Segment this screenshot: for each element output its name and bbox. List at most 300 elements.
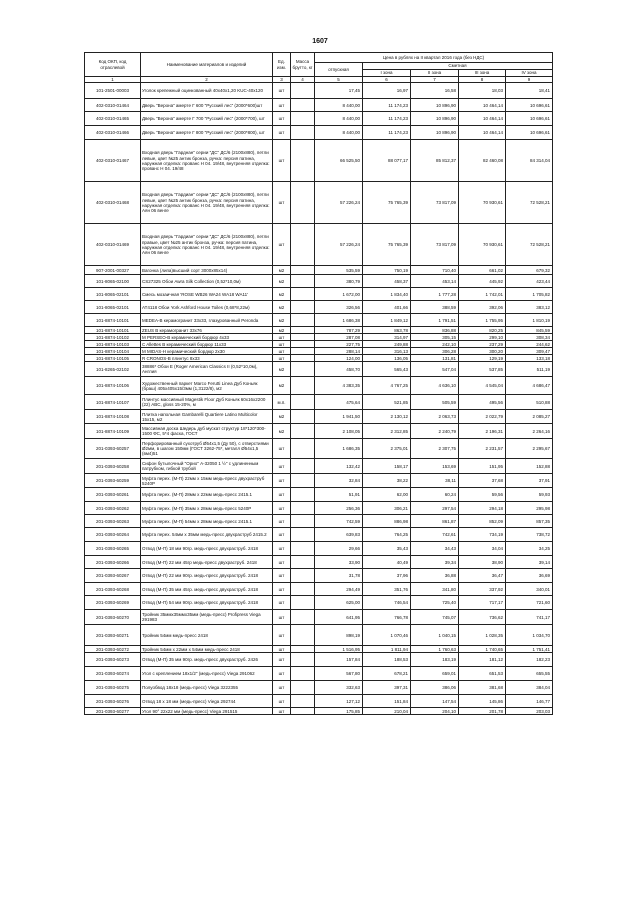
cell-unit: м2 bbox=[273, 266, 291, 275]
cell-p: 787,29 bbox=[315, 327, 363, 334]
table-row bbox=[85, 653, 553, 667]
cell-unit: м2 bbox=[273, 424, 291, 439]
cell-unit: шт bbox=[273, 528, 291, 542]
cell-mass bbox=[291, 334, 315, 341]
cell-mass bbox=[291, 528, 315, 542]
cell-p: 51,91 bbox=[315, 488, 363, 502]
cell-unit: шт bbox=[273, 583, 291, 596]
cell-mass bbox=[291, 625, 315, 646]
cell-z3: 38,90 bbox=[459, 556, 506, 569]
cell-name: Отвод (М-П) 54 мм 90гр. медь-пресс двухраструб. 2418 bbox=[141, 596, 273, 610]
table-row bbox=[85, 182, 553, 224]
table-row bbox=[85, 362, 553, 377]
cell-z3: 820,25 bbox=[459, 327, 506, 334]
cell-unit: м2 bbox=[273, 288, 291, 301]
table-row bbox=[85, 542, 553, 556]
cell-p: 157,84 bbox=[315, 653, 363, 667]
cell-code: 101-8874-10105 bbox=[85, 355, 141, 362]
cell-code: 101-8874-10109 bbox=[85, 424, 141, 439]
cell-name: Полуобвод 18х18 (медь-пресс) Viega 3222355 bbox=[141, 681, 273, 695]
cell-unit: шт bbox=[273, 439, 291, 459]
cell-z2: 10 896,90 bbox=[411, 126, 459, 140]
cell-z3: 2 022,79 bbox=[459, 410, 506, 424]
cell-unit: шт bbox=[273, 474, 291, 488]
cell-code: 101-8065-02100 bbox=[85, 275, 141, 288]
cell-p: 567,80 bbox=[315, 667, 363, 681]
cell-p: 475,64 bbox=[315, 395, 363, 410]
cell-name: Сифон бутылочный "Орио" A-32050 1 ½" с удлиненным патрубком, гибкой трубой bbox=[141, 459, 273, 474]
cell-mass bbox=[291, 596, 315, 610]
cell-z4: 340,01 bbox=[506, 583, 553, 596]
cell-z4: 72 528,21 bbox=[506, 182, 553, 224]
cell-z4: 741,17 bbox=[506, 610, 553, 625]
cell-code: 402-0310-01467 bbox=[85, 140, 141, 182]
cell-z2: 73 817,09 bbox=[411, 182, 459, 224]
cell-z2: 2 063,73 bbox=[411, 410, 459, 424]
cell-z1: 1 070,46 bbox=[363, 625, 411, 646]
cell-mass bbox=[291, 275, 315, 288]
cell-unit: шт bbox=[273, 610, 291, 625]
cell-p: 33,90 bbox=[315, 556, 363, 569]
cell-z2: 36,88 bbox=[411, 569, 459, 583]
table-row bbox=[85, 410, 553, 424]
cell-code: 101-8065-02101 bbox=[85, 301, 141, 314]
cell-name: Уголок крепежный оцинкованный 40х40х1,20 KUC-40х120 bbox=[141, 83, 273, 99]
cell-code: 402-0310-01466 bbox=[85, 126, 141, 140]
cell-p: 1 686,38 bbox=[315, 314, 363, 327]
cell-z2: 659,01 bbox=[411, 667, 459, 681]
cell-p: 127,12 bbox=[315, 695, 363, 708]
cell-p: 458,70 bbox=[315, 362, 363, 377]
table-row bbox=[85, 348, 553, 355]
cell-mass bbox=[291, 410, 315, 424]
cell-code: 402-0310-01465 bbox=[85, 112, 141, 126]
cell-z4: 309,47 bbox=[506, 348, 553, 355]
cell-mass bbox=[291, 266, 315, 275]
cell-z1: 565,43 bbox=[363, 362, 411, 377]
cell-z2: 341,80 bbox=[411, 583, 459, 596]
table-row bbox=[85, 395, 553, 410]
cell-p: 1 941,50 bbox=[315, 410, 363, 424]
cell-name: Муфта перех. (М-П) 22мм х 15мм медь-пресс двухраструб 5240P bbox=[141, 474, 273, 488]
cell-z4: 203,03 bbox=[506, 708, 553, 715]
cell-mass bbox=[291, 708, 315, 715]
cell-z4: 146,77 bbox=[506, 695, 553, 708]
cell-code: 101-8065-02101 bbox=[85, 288, 141, 301]
cell-mass bbox=[291, 556, 315, 569]
col-number: 9 bbox=[506, 77, 553, 83]
cell-mass bbox=[291, 569, 315, 583]
cell-z4: 2 085,27 bbox=[506, 410, 553, 424]
cell-mass bbox=[291, 515, 315, 528]
header-estimate: Сметная bbox=[363, 63, 553, 70]
page-number: 1607 bbox=[312, 38, 328, 45]
cell-name: Входная дверь "Гарднан" серии "ДС" ДС/6 (2100х880), петли левые, цвет №25 антик бронза, ручка: персия патина, наружная отделка: прованс Н 04. 19/48, внутренняя отделка: прованс Н 04. 19/48 bbox=[141, 140, 273, 182]
cell-z2: 1 777,28 bbox=[411, 288, 459, 301]
cell-code: 101-8874-10106 bbox=[85, 377, 141, 395]
cell-z2: 725,40 bbox=[411, 596, 459, 610]
cell-z4: 511,19 bbox=[506, 362, 553, 377]
cell-z1: 458,37 bbox=[363, 275, 411, 288]
table-row bbox=[85, 556, 553, 569]
cell-z4: 10 696,61 bbox=[506, 126, 553, 140]
cell-p: 535,59 bbox=[315, 266, 363, 275]
cell-z1: 764,25 bbox=[363, 528, 411, 542]
table-row bbox=[85, 681, 553, 695]
cell-z3: 1 742,01 bbox=[459, 288, 506, 301]
cell-name: Плитка напольная Gambarelli Quartiere Latino Multicolor 15х15, м2 bbox=[141, 410, 273, 424]
cell-z3: 651,53 bbox=[459, 667, 506, 681]
cell-mass bbox=[291, 695, 315, 708]
cell-z1: 4 767,25 bbox=[363, 377, 411, 395]
cell-z2: 4 636,10 bbox=[411, 377, 459, 395]
cell-unit: шт bbox=[273, 459, 291, 474]
cell-z4: 383,12 bbox=[506, 301, 553, 314]
table-row bbox=[85, 301, 553, 314]
cell-unit: шт bbox=[273, 341, 291, 348]
cell-p: 326,56 bbox=[315, 301, 363, 314]
table-row bbox=[85, 266, 553, 275]
cell-name: Угол 90° 22х22 мм (медь-пресс) Viega 291515 bbox=[141, 708, 273, 715]
cell-unit: шт bbox=[273, 224, 291, 266]
cell-mass bbox=[291, 542, 315, 556]
cell-code: 201-0393-60264 bbox=[85, 528, 141, 542]
cell-code: 201-0393-60277 bbox=[85, 708, 141, 715]
cell-z4: 152,88 bbox=[506, 459, 553, 474]
cell-unit: шт bbox=[273, 502, 291, 515]
cell-z3: 2 196,31 bbox=[459, 424, 506, 439]
cell-z1: 316,13 bbox=[363, 348, 411, 355]
cell-code: 201-0393-60259 bbox=[85, 474, 141, 488]
cell-p: 641,95 bbox=[315, 610, 363, 625]
cell-code: 201-0393-60270 bbox=[85, 610, 141, 625]
cell-code: 101-2501-00003 bbox=[85, 83, 141, 99]
header-zone-4: IV зона bbox=[506, 70, 553, 77]
cell-code: 101-8874-10103 bbox=[85, 341, 141, 348]
cell-z1: 2 312,85 bbox=[363, 424, 411, 439]
cell-unit: м2 bbox=[273, 275, 291, 288]
col-number: 7 bbox=[411, 77, 459, 83]
cell-p: 8 440,00 bbox=[315, 126, 363, 140]
cell-z1: 88 077,17 bbox=[363, 140, 411, 182]
cell-mass bbox=[291, 112, 315, 126]
cell-z3: 181,12 bbox=[459, 653, 506, 667]
cell-p: 29,66 bbox=[315, 542, 363, 556]
cell-mass bbox=[291, 301, 315, 314]
table-row bbox=[85, 288, 553, 301]
cell-unit: шт bbox=[273, 681, 291, 695]
cell-p: 4 383,35 bbox=[315, 377, 363, 395]
cell-z3: 18,03 bbox=[459, 83, 506, 99]
cell-z1: 151,84 bbox=[363, 695, 411, 708]
cell-z1: 11 174,23 bbox=[363, 112, 411, 126]
cell-z4: 59,93 bbox=[506, 488, 553, 502]
cell-z4: 679,32 bbox=[506, 266, 553, 275]
cell-z2: 183,19 bbox=[411, 653, 459, 667]
header-mass: Масса брутто, кг bbox=[291, 53, 315, 77]
table-row bbox=[85, 140, 553, 182]
cell-z4: 39,14 bbox=[506, 556, 553, 569]
cell-mass bbox=[291, 439, 315, 459]
cell-mass bbox=[291, 667, 315, 681]
cell-unit: шт bbox=[273, 653, 291, 667]
cell-z3: 1 028,35 bbox=[459, 625, 506, 646]
header-code: Код ОКП, код отраслевой bbox=[85, 53, 141, 77]
table-row bbox=[85, 528, 553, 542]
cell-z3: 734,19 bbox=[459, 528, 506, 542]
cell-unit: м2 bbox=[273, 327, 291, 334]
cell-z4: 1 705,82 bbox=[506, 288, 553, 301]
cell-p: 32,84 bbox=[315, 474, 363, 488]
cell-z2: 242,10 bbox=[411, 341, 459, 348]
cell-mass bbox=[291, 653, 315, 667]
cell-z1: 886,98 bbox=[363, 515, 411, 528]
cell-name: Отвод (М-П) 35 мм 45гр. медь-пресс двухраструб. 2418 bbox=[141, 583, 273, 596]
cell-z3: 537,85 bbox=[459, 362, 506, 377]
cell-name: Смесь мозаичная 'ROSE WB26 WA24 WA18 WA11' bbox=[141, 288, 273, 301]
cell-z1: 746,54 bbox=[363, 596, 411, 610]
cell-name: Муфта перех. (М-П) 28мм х 22мм медь-пресс 2415.1 bbox=[141, 488, 273, 502]
cell-mass bbox=[291, 355, 315, 362]
cell-code: 201-0393-60271 bbox=[85, 625, 141, 646]
cell-code: 402-0310-01469 bbox=[85, 224, 141, 266]
cell-code: 201-0393-60258 bbox=[85, 459, 141, 474]
cell-z1: 766,78 bbox=[363, 610, 411, 625]
cell-mass bbox=[291, 395, 315, 410]
cell-z2: 153,69 bbox=[411, 459, 459, 474]
cell-z3: 237,29 bbox=[459, 341, 506, 348]
cell-p: 8 440,00 bbox=[315, 112, 363, 126]
cell-z2: 2 307,75 bbox=[411, 439, 459, 459]
cell-mass bbox=[291, 502, 315, 515]
cell-z1: 37,96 bbox=[363, 569, 411, 583]
cell-z2: 1 760,63 bbox=[411, 646, 459, 653]
cell-unit: шт bbox=[273, 83, 291, 99]
cell-z1: 678,21 bbox=[363, 667, 411, 681]
cell-z3: 10 464,14 bbox=[459, 99, 506, 112]
cell-code: 101-8265-02102 bbox=[85, 362, 141, 377]
cell-p: 380,79 bbox=[315, 275, 363, 288]
cell-p: 66 525,50 bbox=[315, 140, 363, 182]
cell-code: 101-8874-10102 bbox=[85, 334, 141, 341]
cell-p: 639,83 bbox=[315, 528, 363, 542]
cell-mass bbox=[291, 681, 315, 695]
cell-z3: 37,68 bbox=[459, 474, 506, 488]
cell-z2: 836,88 bbox=[411, 327, 459, 334]
cell-z2: 60,24 bbox=[411, 488, 459, 502]
cell-z1: 11 174,23 bbox=[363, 126, 411, 140]
cell-unit: шт bbox=[273, 182, 291, 224]
cell-z1: 75 765,39 bbox=[363, 224, 411, 266]
cell-unit: шт bbox=[273, 515, 291, 528]
cell-name: Тройник 35ммх35ммх35мм (медь-пресс) Profipress Viega 291983 bbox=[141, 610, 273, 625]
cell-p: 8 440,00 bbox=[315, 99, 363, 112]
table-row bbox=[85, 314, 553, 327]
cell-z2: 10 896,90 bbox=[411, 112, 459, 126]
cell-p: 332,63 bbox=[315, 681, 363, 695]
cell-mass bbox=[291, 583, 315, 596]
cell-code: 201-0393-60257 bbox=[85, 439, 141, 459]
cell-z1: 35,43 bbox=[363, 542, 411, 556]
header-price-group: Цена в рублях на II квартал 2016 года (без НДС) bbox=[315, 53, 553, 63]
cell-z4: 1 034,70 bbox=[506, 625, 553, 646]
cell-code: 101-8874-10107 bbox=[85, 395, 141, 410]
cell-z1: 16,97 bbox=[363, 83, 411, 99]
cell-name: Отвод (М-П) 35 мм 90гр. медь-пресс двухраструб. 2426 bbox=[141, 653, 273, 667]
cell-z1: 75 765,39 bbox=[363, 182, 411, 224]
cell-z1: 210,04 bbox=[363, 708, 411, 715]
cell-z4: 510,88 bbox=[506, 395, 553, 410]
cell-name: Перфорированный сухотруб Ø54х1,5 (Ду 50), с отверстиями Ø2мм, в шагом 150мм (ГОСТ 3262-75*, металл Ø54х1,5 (вм4)51 bbox=[141, 439, 273, 459]
cell-z4: 10 696,61 bbox=[506, 99, 553, 112]
cell-unit: шт bbox=[273, 348, 291, 355]
cell-name: Художественный паркет Marco Ferutti Linea Дуб Коньяк (браш) 405х405х15/3мм (1,3122/8), м2 bbox=[141, 377, 273, 395]
cell-unit: шт bbox=[273, 542, 291, 556]
cell-z2: 147,54 bbox=[411, 695, 459, 708]
table-row bbox=[85, 515, 553, 528]
cell-z4: 1 810,19 bbox=[506, 314, 553, 327]
cell-name: Отвод (М-П) 18 мм 90гр. медь-пресс двухраструб. 2418 bbox=[141, 542, 273, 556]
table-row bbox=[85, 377, 553, 395]
cell-unit: шт bbox=[273, 126, 291, 140]
cell-z2: 1 040,15 bbox=[411, 625, 459, 646]
cell-mass bbox=[291, 610, 315, 625]
cell-mass bbox=[291, 288, 315, 301]
cell-z4: 18,41 bbox=[506, 83, 553, 99]
cell-name: Дверь "Верона" амерте Г 800 "Русский лес" (2000*800), шт bbox=[141, 126, 273, 140]
cell-z3: 70 930,61 bbox=[459, 182, 506, 224]
cell-z1: 249,88 bbox=[363, 341, 411, 348]
cell-mass bbox=[291, 348, 315, 355]
cell-z3: 10 464,14 bbox=[459, 126, 506, 140]
cell-z4: 2 295,67 bbox=[506, 439, 553, 459]
cell-z1: 40,49 bbox=[363, 556, 411, 569]
cell-code: 907-2001-00327 bbox=[85, 266, 141, 275]
table-row bbox=[85, 488, 553, 502]
cell-unit: м2 bbox=[273, 410, 291, 424]
cell-z3: 300,20 bbox=[459, 348, 506, 355]
header-zone-2: II зона bbox=[411, 70, 459, 77]
cell-name: Тройник 54мм медь-пресс 2418 bbox=[141, 625, 273, 646]
cell-mass bbox=[291, 327, 315, 334]
cell-name: MEDEA-В керамогранит 33х33, глазурованный Peronda bbox=[141, 314, 273, 327]
cell-z2: 2 240,79 bbox=[411, 424, 459, 439]
cell-code: 201-0393-60269 bbox=[85, 596, 141, 610]
cell-z2: 306,28 bbox=[411, 348, 459, 355]
cell-code: 101-8874-10101 bbox=[85, 314, 141, 327]
cell-z2: 34,43 bbox=[411, 542, 459, 556]
cell-z4: 655,55 bbox=[506, 667, 553, 681]
table-row bbox=[85, 275, 553, 288]
cell-code: 101-8874-10101 bbox=[85, 327, 141, 334]
cell-code: 201-0393-60268 bbox=[85, 583, 141, 596]
cell-z1: 1 834,40 bbox=[363, 288, 411, 301]
cell-name: Муфта перех. (М-П) 54мм х 28мм медь-пресс 2415.1 bbox=[141, 515, 273, 528]
cell-code: 101-8874-10104 bbox=[85, 348, 141, 355]
cell-name: Входная дверь "Гардиан" серии "ДС" ДС/6 (2100х880), петли правые, цвет №25 антик бронза, ручка: персия патина, наружная отделка: прованс Н 04. 19/48, внутренняя отделка: Аян 06 венге bbox=[141, 224, 273, 266]
cell-z3: 445,92 bbox=[459, 275, 506, 288]
cell-unit: м2 bbox=[273, 314, 291, 327]
cell-mass bbox=[291, 646, 315, 653]
cell-z2: 131,81 bbox=[411, 355, 459, 362]
cell-p: 227,75 bbox=[315, 341, 363, 348]
cell-z3: 392,06 bbox=[459, 301, 506, 314]
cell-code: 201-0393-60276 bbox=[85, 695, 141, 708]
cell-unit: шт bbox=[273, 99, 291, 112]
cell-code: 201-0393-60272 bbox=[85, 646, 141, 653]
cell-name: Плинтус массивный Magestik Floor Дуб Коньяк 60х16х2200 (22) ABC, gloss 15-20%, м bbox=[141, 395, 273, 410]
col-number: 3 bbox=[273, 77, 291, 83]
table-row bbox=[85, 474, 553, 488]
header-zone-1: I зона bbox=[363, 70, 411, 77]
cell-code: 201-0393-60273 bbox=[85, 653, 141, 667]
cell-z3: 36,47 bbox=[459, 569, 506, 583]
col-number: 8 bbox=[459, 77, 506, 83]
cell-z4: 4 686,47 bbox=[506, 377, 553, 395]
cell-z2: 745,07 bbox=[411, 610, 459, 625]
cell-mass bbox=[291, 99, 315, 112]
cell-z3: 129,19 bbox=[459, 355, 506, 362]
cell-unit: шт bbox=[273, 625, 291, 646]
cell-name: Отвод (М-П) 22 мм 45гр медь-пресс двухраструб. 2418 bbox=[141, 556, 273, 569]
table-row bbox=[85, 224, 553, 266]
header-name: Наименование материалов и изделий bbox=[141, 53, 273, 77]
cell-z1: 136,05 bbox=[363, 355, 411, 362]
cell-unit: шт bbox=[273, 569, 291, 583]
cell-p: 17,45 bbox=[315, 83, 363, 99]
cell-z3: 661,02 bbox=[459, 266, 506, 275]
cell-z3: 10 464,14 bbox=[459, 112, 506, 126]
cell-code: 402-0310-01468 bbox=[85, 182, 141, 224]
cell-z1: 2 375,01 bbox=[363, 439, 411, 459]
table-row bbox=[85, 355, 553, 362]
cell-name: M PERSEO-В керамический бордюр 4х33 bbox=[141, 334, 273, 341]
cell-z3: 4 545,04 bbox=[459, 377, 506, 395]
cell-p: 2 108,05 bbox=[315, 424, 363, 439]
cell-z1: 521,85 bbox=[363, 395, 411, 410]
cell-z1: 306,21 bbox=[363, 502, 411, 515]
cell-z1: 188,53 bbox=[363, 653, 411, 667]
cell-p: 132,42 bbox=[315, 459, 363, 474]
cell-z2: 73 817,09 bbox=[411, 224, 459, 266]
cell-z3: 1 755,95 bbox=[459, 314, 506, 327]
cell-z3: 852,09 bbox=[459, 515, 506, 528]
cell-z1: 863,78 bbox=[363, 327, 411, 334]
cell-z1: 11 174,23 bbox=[363, 99, 411, 112]
cell-mass bbox=[291, 362, 315, 377]
cell-z2: 85 812,37 bbox=[411, 140, 459, 182]
cell-unit: шт bbox=[273, 646, 291, 653]
cell-z2: 547,04 bbox=[411, 362, 459, 377]
cell-unit: м2 bbox=[273, 301, 291, 314]
cell-z1: 314,97 bbox=[363, 334, 411, 341]
cell-z4: 84 314,04 bbox=[506, 140, 553, 182]
cell-name: Входная дверь "Гардиан" серии "ДС" ДС/6 (2100х880), петли левые, цвет №25 антик бронза, ручка: персия патина, наружная отделка: прованс Н 04. 19/48, внутренняя отделка: Аян 06 венге bbox=[141, 182, 273, 224]
cell-p: 1 516,95 bbox=[315, 646, 363, 653]
cell-unit: шт bbox=[273, 488, 291, 502]
cell-unit: шт bbox=[273, 667, 291, 681]
cell-mass bbox=[291, 474, 315, 488]
table-row bbox=[85, 646, 553, 653]
cell-z3: 145,86 bbox=[459, 695, 506, 708]
cell-z2: 204,10 bbox=[411, 708, 459, 715]
table-row bbox=[85, 327, 553, 334]
col-number: 4 bbox=[291, 77, 315, 83]
cell-z3: 82 460,08 bbox=[459, 140, 506, 182]
cell-z4: 10 696,61 bbox=[506, 112, 553, 126]
cell-z1: 1 811,94 bbox=[363, 646, 411, 653]
cell-p: 124,00 bbox=[315, 355, 363, 362]
